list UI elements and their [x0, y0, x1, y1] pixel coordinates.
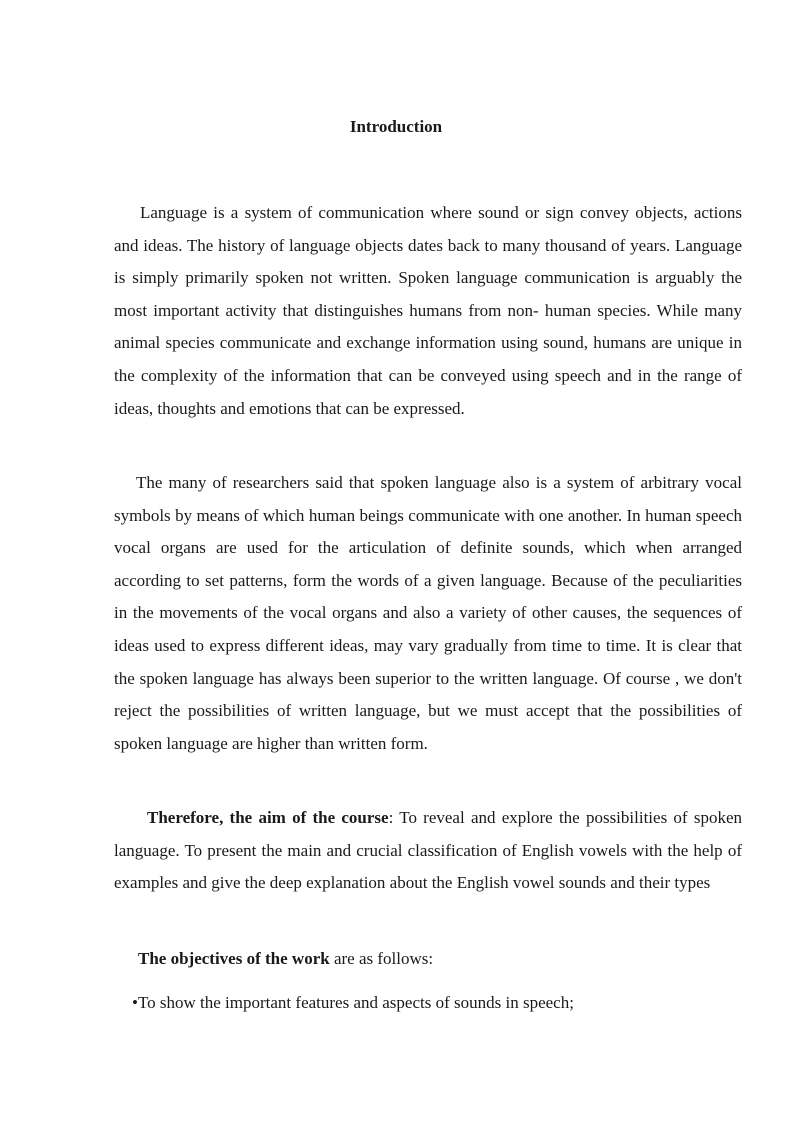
paragraph-aim [114, 802, 742, 900]
aim-text: : To reveal and explore the possibilities of spoken language. To present the main and crucial classification of English vowels with the help of examples and give the deep explanation about the English vowel sounds and their types [114, 808, 742, 893]
aim-label: Therefore, the aim of the course [147, 808, 389, 827]
paragraph-objectives [114, 943, 742, 976]
objectives-label: The objectives of the work [138, 949, 330, 968]
page-title: Introduction [349, 117, 443, 136]
bullet-item: •To show the important features and aspects of sounds in speech; [132, 993, 574, 1012]
paragraph-spoken-language: The many of researchers said that spoken language also is a system of arbitrary vocal symbols by means of which human beings communicate with one another. In human speech vocal organs are used for the articulation of definite sounds, which when arranged according to set patterns, form the words of a given language. Because of the peculiarities in the movements of the vocal organs and also a variety of other causes, the sequences of ideas used to express different ideas, may vary gradually from time to time. It is clear that the spoken language has always been superior to the written language. Of course , we don't reject the possibilities of written language, but we must accept that the possibilities of spoken language are higher than written form. [114, 473, 742, 753]
paragraph-language-definition: Language is a system of communication where sound or sign convey objects, actions and ideas. The history of language objects dates back to many thousand of years. Language is simply primarily spoken not written. Spoken language communication is arguably the most important activity that distinguishes humans from non- human species. While many animal species communicate and exchange information using sound, humans are unique in the complexity of the information that can be conveyed using speech and in the range of ideas, thoughts and emotions that can be expressed. [114, 203, 742, 418]
objectives-text: are as follows: [329, 949, 434, 968]
